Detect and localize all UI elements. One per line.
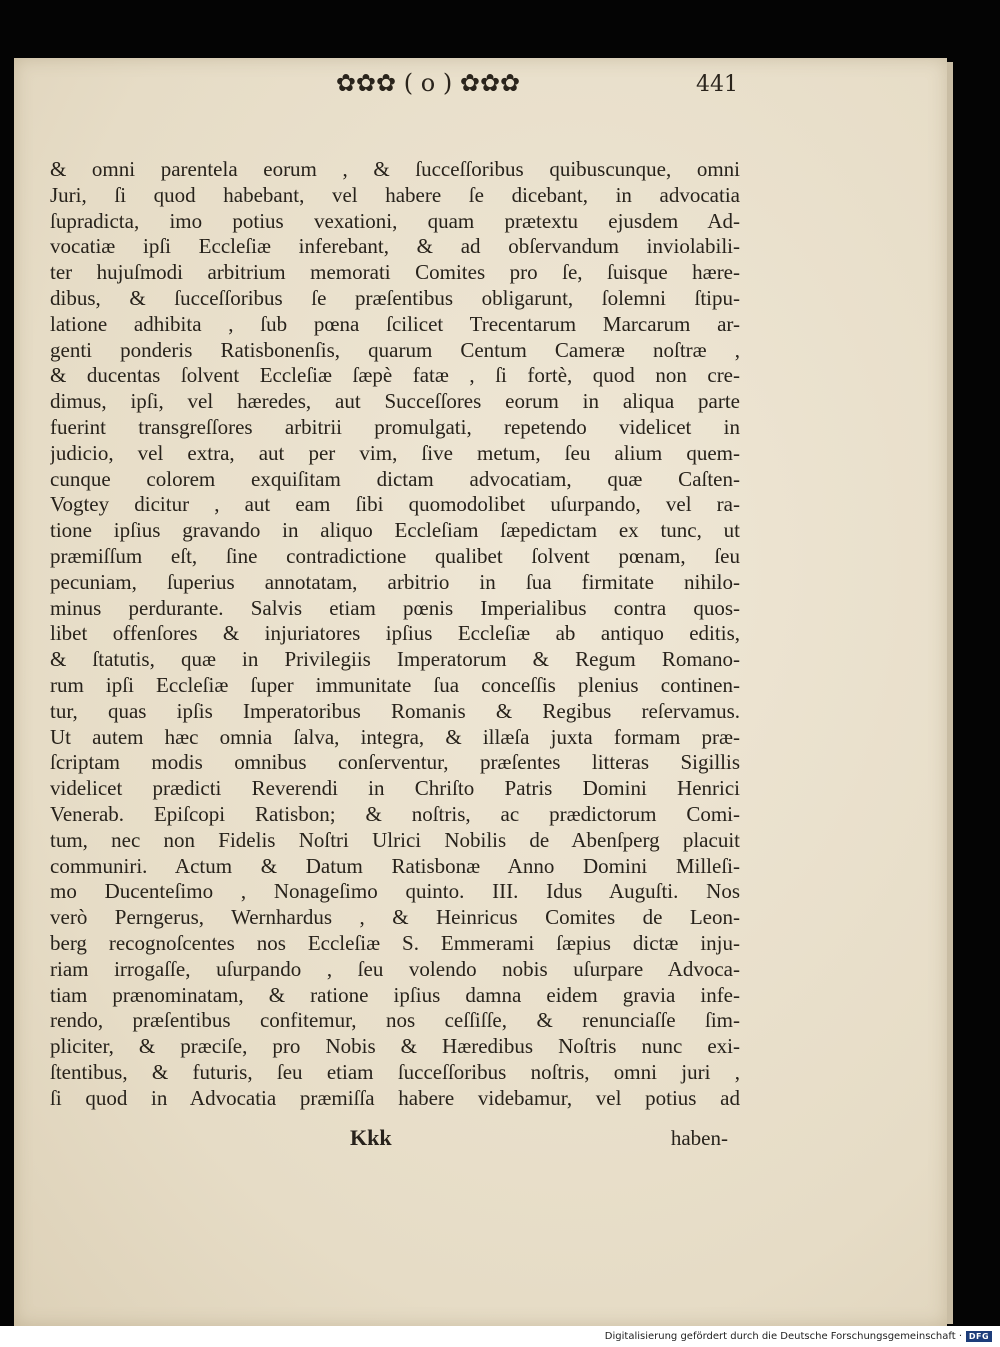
text-line: rendo, præſentibus confitemur, nos ceſſiſſe, & renunciaſſe ſim- — [50, 1008, 740, 1033]
header-ornament: ✿✿✿ ( o ) ✿✿✿ — [335, 69, 521, 97]
text-line: videlicet prædicti Reverendi in Chriſto Patris Domini Henrici — [50, 776, 740, 801]
text-line: ſupradicta, imo potius vexationi, quam prætextu ejusdem Ad- — [50, 208, 740, 233]
text-line: verò Perngerus, Wernhardus , & Heinricus Comites de Leon- — [50, 905, 740, 930]
dfg-logo: DFG — [966, 1331, 992, 1342]
page-edge — [947, 62, 953, 1324]
text-line: pecuniam, ſuperius annotatam, arbitrio in ſua firmitate nihilo- — [50, 569, 740, 594]
text-line: tur, quas ipſis Imperatoribus Romanis & Regibus reſervamus. — [50, 698, 740, 723]
text-line: ſtentibus, & futuris, ſeu etiam ſucceſſoribus noſtris, omni juri , — [50, 1059, 740, 1084]
text-line: tum, nec non Fidelis Noſtri Ulrici Nobilis de Abenſperg placuit — [50, 827, 740, 852]
text-line: berg recognoſcentes nos Eccleſiæ S. Emmerami ſæpius dictæ inju- — [50, 930, 740, 955]
text-line: dimus, ipſi, vel hæredes, aut Succeſſores eorum in aliqua parte — [50, 389, 740, 414]
text-line: communiri. Actum & Datum Ratisbonæ Anno Domini Milleſi- — [50, 853, 740, 878]
text-line: tione ipſius gravando in aliquo Eccleſiam ſæpedictam ex tunc, ut — [50, 518, 740, 543]
text-line: ter hujuſmodi arbitrium memorati Comites pro ſe, ſuisque hære- — [50, 260, 740, 285]
text-line: minus perdurante. Salvis etiam pœnis Imperialibus contra quos- — [50, 595, 740, 620]
signature-mark: Kkk — [350, 1125, 392, 1150]
body-text — [50, 157, 740, 1111]
page-number: 441 — [696, 72, 738, 97]
text-line: & ſtatutis, quæ in Privilegiis Imperatorum & Regum Romano- — [50, 647, 740, 672]
credit-text: Digitalisierung gefördert durch die Deutsche Forschungsgemeinschaft · — [604, 1331, 962, 1342]
text-line: riam irrogaſſe, uſurpando , ſeu volendo nobis uſurpare Advoca- — [50, 956, 740, 981]
text-line: libet offenſores & injuriatores ipſius Eccleſiæ ab antiquo editis, — [50, 621, 740, 646]
text-line: judicio, vel extra, aut per vim, ſive metum, ſeu alium quem- — [50, 440, 740, 465]
text-line: latione adhibita , ſub pœna ſcilicet Trecentarum Marcarum ar- — [50, 311, 740, 336]
credit-bar — [0, 1326, 1000, 1347]
text-line: dibus, & ſucceſſoribus ſe præſentibus obligarunt, ſolemni ſtipu- — [50, 285, 740, 310]
text-line: Juri, ſi quod habebant, vel habere ſe dicebant, in advocatia — [50, 182, 740, 207]
text-line: cunque colorem exquiſitam dictam advocatiam, quæ Caſten- — [50, 466, 740, 491]
text-line: præmiſſum eſt, ſine contradictione qualibet ſolvent pœnam, ſeu — [50, 543, 740, 568]
text-line: Venerab. Epiſcopi Ratisbon; & noſtris, ac prædictorum Comi- — [50, 801, 740, 826]
text-line: fuerint transgreſſores arbitrii promulgati, repetendo videlicet in — [50, 414, 740, 439]
text-line: tiam prænominatam, & ratione ipſius damna eidem gravia infe- — [50, 982, 740, 1007]
text-line: ſi quod in Advocatia præmiſſa habere videbamur, vel potius ad — [50, 1085, 740, 1110]
text-line: Vogtey dicitur , aut eam ſibi quomodolibet uſurpando, vel ra- — [50, 492, 740, 517]
text-line: genti ponderis Ratisbonenſis, quarum Centum Cameræ noſtræ , — [50, 337, 740, 362]
text-line: pliciter, & præciſe, pro Nobis & Hæredibus Noſtris nunc exi- — [50, 1034, 740, 1059]
text-line: Ut autem hæc omnia ſalva, integra, & illæſa juxta formam præ- — [50, 724, 740, 749]
text-line: & ducentas ſolvent Eccleſiæ ſæpè fatæ , ſi fortè, quod non cre- — [50, 363, 740, 388]
catchword: haben- — [670, 1126, 728, 1150]
text-line: rum ipſi Eccleſiæ ſuper immunitate ſua conceſſis plenius continen- — [50, 672, 740, 697]
text-line: ſcriptam modis omnibus conſerventur, præſentes litteras Sigillis — [50, 750, 740, 775]
text-line: mo Ducenteſimo , Nonageſimo quinto. III. Idus Auguſti. Nos — [50, 879, 740, 904]
page-footer — [50, 1122, 740, 1154]
text-line: vocatiæ ipſi Eccleſiæ inferebant, & ad obſervandum inviolabili- — [50, 234, 740, 259]
page-header — [38, 66, 738, 100]
text-line: & omni parentela eorum , & ſucceſſoribus quibuscunque, omni — [50, 157, 740, 181]
